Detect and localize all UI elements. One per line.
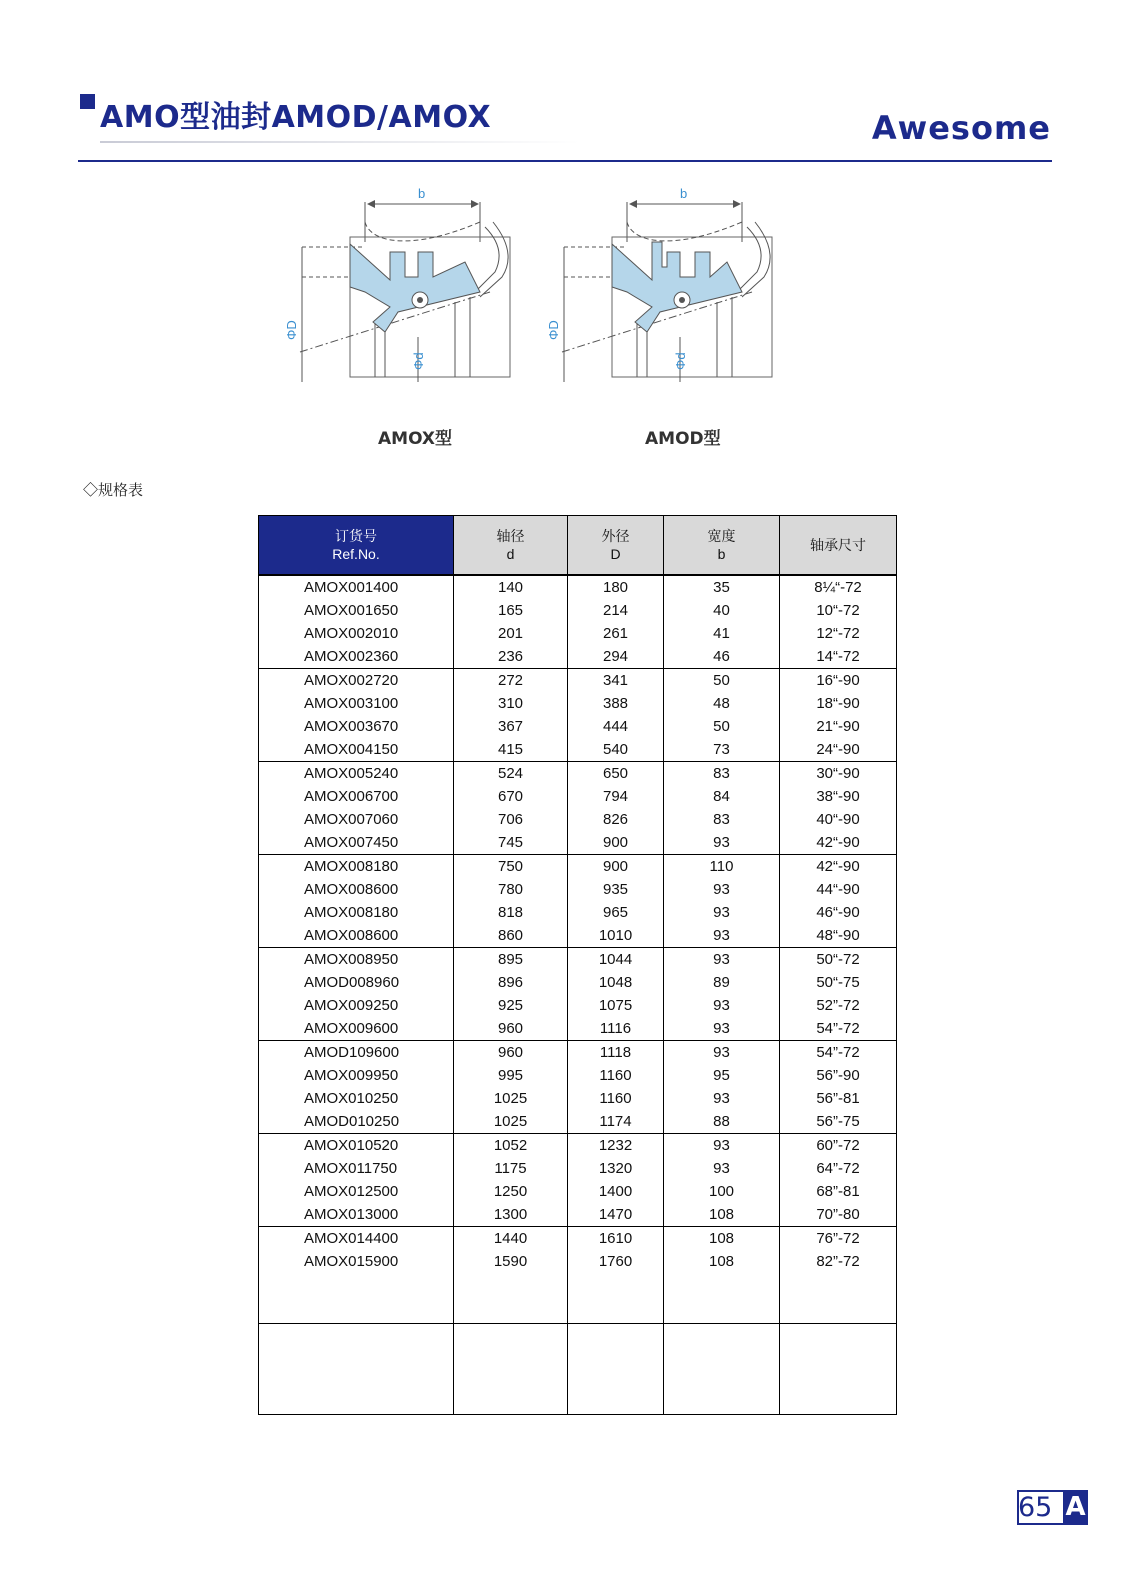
cell-d: 165 [454,599,568,622]
cell-b: 108 [664,1203,780,1227]
cell-d: 1052 [454,1134,568,1158]
amox-dim-d: Φd [411,352,426,370]
cell-d: 750 [454,855,568,879]
amox-dim-b: b [418,186,426,201]
header-outer-cn: 外径 [601,528,630,544]
cell-bearing: 82”-72 [780,1250,897,1273]
amod-seal-body [612,242,742,332]
table-row [259,1041,897,1065]
cell-D: 388 [568,692,664,715]
cell-ref: AMOX008600 [259,924,454,948]
cell-D: 1760 [568,1250,664,1273]
cell-b: 83 [664,762,780,786]
table-row [259,855,897,879]
cell-bearing: 16“-90 [780,669,897,693]
cell-b: 93 [664,1157,780,1180]
table-row [259,645,897,669]
cell-D: 540 [568,738,664,762]
cell-ref: AMOX006700 [259,785,454,808]
cell-D: 900 [568,831,664,855]
table-row [259,692,897,715]
page-number: 65 [1018,1492,1053,1523]
cell-ref: AMOX008600 [259,878,454,901]
cell-bearing: 50“-72 [780,948,897,972]
cell-empty [568,1324,664,1415]
cell-D: 294 [568,645,664,669]
cell-b: 89 [664,971,780,994]
cell-bearing: 18“-90 [780,692,897,715]
cell-b: 95 [664,1064,780,1087]
cell-d: 745 [454,831,568,855]
amox-seal-body [350,244,480,332]
cell-D: 1160 [568,1064,664,1087]
cell-d: 1025 [454,1110,568,1134]
header-shaft-sym: d [506,546,515,562]
cell-d: 1025 [454,1087,568,1110]
cell-D: 444 [568,715,664,738]
cell-D: 341 [568,669,664,693]
table-row [259,1157,897,1180]
cell-b: 50 [664,715,780,738]
cell-bearing: 54”-72 [780,1041,897,1065]
cell-ref: AMOD010250 [259,1110,454,1134]
cell-ref: AMOX001400 [259,575,454,599]
cell-ref: AMOX002360 [259,645,454,669]
cell-D: 1232 [568,1134,664,1158]
cell-b: 93 [664,1134,780,1158]
cell-d: 960 [454,1041,568,1065]
table-row [259,785,897,808]
header-shaft-cn: 轴径 [496,528,525,544]
cell-empty [664,1324,780,1415]
header-width [664,516,780,576]
cell-D: 650 [568,762,664,786]
table-row [259,1250,897,1273]
cell-empty [259,1273,454,1324]
header-ref [259,516,454,576]
cell-D: 1470 [568,1203,664,1227]
cell-b: 50 [664,669,780,693]
cell-d: 925 [454,994,568,1017]
cell-D: 1400 [568,1180,664,1203]
cell-empty [664,1273,780,1324]
cell-b: 88 [664,1110,780,1134]
cell-bearing: 12“-72 [780,622,897,645]
cell-bearing: 42“-90 [780,855,897,879]
table-row [259,1180,897,1203]
cell-bearing: 46“-90 [780,901,897,924]
cell-ref: AMOX008180 [259,855,454,879]
cell-d: 780 [454,878,568,901]
cell-b: 108 [664,1227,780,1251]
amox-dim-D: ΦD [284,320,299,340]
cell-b: 83 [664,808,780,831]
cell-D: 965 [568,901,664,924]
cell-ref: AMOX010520 [259,1134,454,1158]
table-row [259,1134,897,1158]
header-bearing-cn: 轴承尺寸 [810,537,866,553]
header-outer-sym: D [610,546,621,562]
cell-ref: AMOX009950 [259,1064,454,1087]
cell-d: 1250 [454,1180,568,1203]
cell-d: 201 [454,622,568,645]
cell-bearing: 56”-75 [780,1110,897,1134]
cell-ref: AMOX013000 [259,1203,454,1227]
cell-b: 41 [664,622,780,645]
cell-D: 180 [568,575,664,599]
table-row [259,1017,897,1041]
cell-bearing: 56”-90 [780,1064,897,1087]
seal-drawings [284,182,790,422]
cell-D: 1044 [568,948,664,972]
cell-bearing: 44“-90 [780,878,897,901]
table-row [259,1064,897,1087]
cell-ref: AMOX008950 [259,948,454,972]
cell-bearing: 54”-72 [780,1017,897,1041]
cell-ref: AMOX001650 [259,599,454,622]
table-row [259,878,897,901]
cell-bearing: 24“-90 [780,738,897,762]
cell-b: 73 [664,738,780,762]
cell-D: 826 [568,808,664,831]
cell-bearing: 40“-90 [780,808,897,831]
cell-ref: AMOD109600 [259,1041,454,1065]
cell-ref: AMOX002720 [259,669,454,693]
cell-d: 960 [454,1017,568,1041]
table-row [259,762,897,786]
cell-D: 261 [568,622,664,645]
header-shaft [454,516,568,576]
cell-ref: AMOX007060 [259,808,454,831]
table-row [259,994,897,1017]
cell-D: 1174 [568,1110,664,1134]
cell-bearing: 50“-75 [780,971,897,994]
cell-D: 1075 [568,994,664,1017]
cell-d: 995 [454,1064,568,1087]
table-row [259,831,897,855]
table-row-empty [259,1273,897,1324]
cell-d: 272 [454,669,568,693]
table-row [259,901,897,924]
cell-D: 1610 [568,1227,664,1251]
table-row [259,622,897,645]
table-row [259,971,897,994]
cell-empty [780,1273,897,1324]
cell-d: 524 [454,762,568,786]
cell-b: 93 [664,948,780,972]
cell-D: 1048 [568,971,664,994]
cell-d: 1440 [454,1227,568,1251]
table-header-row [259,516,897,576]
cell-ref: AMOX015900 [259,1250,454,1273]
cell-bearing: 56”-81 [780,1087,897,1110]
cell-d: 818 [454,901,568,924]
section-label: ◇规格表 [83,482,144,499]
table-row [259,1203,897,1227]
cell-d: 706 [454,808,568,831]
header-width-cn: 宽度 [707,528,736,544]
cell-bearing: 52”-72 [780,994,897,1017]
cell-ref: AMOD008960 [259,971,454,994]
cell-ref: AMOX009250 [259,994,454,1017]
table-row [259,599,897,622]
header-ref-en: Ref.No. [332,546,380,562]
cell-d: 1175 [454,1157,568,1180]
caption-amox: AMOX型 [378,429,453,449]
cell-d: 860 [454,924,568,948]
cell-bearing: 30“-90 [780,762,897,786]
cell-bearing: 21“-90 [780,715,897,738]
cell-b: 93 [664,924,780,948]
table-row [259,669,897,693]
cell-b: 93 [664,878,780,901]
cell-b: 93 [664,994,780,1017]
cell-b: 93 [664,831,780,855]
page-title: AMO型油封AMOD/AMOX [100,100,492,135]
table-row [259,575,897,599]
cell-D: 935 [568,878,664,901]
cell-ref: AMOX009600 [259,1017,454,1041]
table-row-empty [259,1324,897,1415]
cell-empty [454,1273,568,1324]
cell-ref: AMOX002010 [259,622,454,645]
cell-b: 93 [664,1041,780,1065]
cell-empty [259,1324,454,1415]
cell-ref: AMOX011750 [259,1157,454,1180]
table-row [259,1110,897,1134]
header-bullet [80,94,95,109]
cell-d: 310 [454,692,568,715]
cell-d: 140 [454,575,568,599]
header-ref-cn: 订货号 [335,528,377,544]
cell-b: 84 [664,785,780,808]
header-bearing [780,516,897,576]
caption-amod: AMOD型 [645,429,721,449]
cell-b: 100 [664,1180,780,1203]
cell-b: 93 [664,1017,780,1041]
table-row [259,1087,897,1110]
cell-bearing: 38“-90 [780,785,897,808]
cell-bearing: 70”-80 [780,1203,897,1227]
cell-D: 1010 [568,924,664,948]
cell-D: 214 [568,599,664,622]
cell-D: 1118 [568,1041,664,1065]
cell-ref: AMOX008180 [259,901,454,924]
header-outer [568,516,664,576]
table-row [259,924,897,948]
header-divider [78,160,1052,162]
cell-d: 236 [454,645,568,669]
cell-b: 35 [664,575,780,599]
cell-bearing: 64”-72 [780,1157,897,1180]
cell-empty [454,1324,568,1415]
cell-bearing: 10“-72 [780,599,897,622]
cell-ref: AMOX004150 [259,738,454,762]
cell-bearing: 8¼“-72 [780,575,897,599]
cell-empty [568,1273,664,1324]
cell-b: 93 [664,1087,780,1110]
header-width-sym: b [717,546,726,562]
amod-dim-D: ΦD [546,320,561,340]
cell-b: 40 [664,599,780,622]
cell-bearing: 76”-72 [780,1227,897,1251]
cell-ref: AMOX014400 [259,1227,454,1251]
cell-d: 670 [454,785,568,808]
cell-b: 48 [664,692,780,715]
cell-ref: AMOX005240 [259,762,454,786]
cell-bearing: 14“-72 [780,645,897,669]
cell-D: 900 [568,855,664,879]
cell-b: 93 [664,901,780,924]
table-row [259,808,897,831]
cell-bearing: 60”-72 [780,1134,897,1158]
cell-D: 1320 [568,1157,664,1180]
spec-table-body [259,575,897,1415]
cell-d: 895 [454,948,568,972]
cell-ref: AMOX012500 [259,1180,454,1203]
table-row [259,738,897,762]
table-row [259,1227,897,1251]
cell-bearing: 42“-90 [780,831,897,855]
spec-table [258,515,897,1415]
section-letter-badge: A [1063,1490,1088,1525]
amod-dim-b: b [680,186,688,201]
cell-ref: AMOX003670 [259,715,454,738]
title-underline [100,141,580,143]
cell-ref: AMOX007450 [259,831,454,855]
cell-D: 1160 [568,1087,664,1110]
cell-empty [780,1324,897,1415]
cell-bearing: 48“-90 [780,924,897,948]
cell-ref: AMOX010250 [259,1087,454,1110]
table-row [259,948,897,972]
cell-d: 1590 [454,1250,568,1273]
amod-dim-d: Φd [673,352,688,370]
brand-logo: Awesome [871,109,1051,147]
table-row [259,715,897,738]
cell-d: 367 [454,715,568,738]
cell-d: 896 [454,971,568,994]
cell-d: 1300 [454,1203,568,1227]
cell-bearing: 68”-81 [780,1180,897,1203]
cell-D: 1116 [568,1017,664,1041]
cell-d: 415 [454,738,568,762]
cell-b: 108 [664,1250,780,1273]
cell-D: 794 [568,785,664,808]
cell-b: 110 [664,855,780,879]
cell-ref: AMOX003100 [259,692,454,715]
cell-b: 46 [664,645,780,669]
